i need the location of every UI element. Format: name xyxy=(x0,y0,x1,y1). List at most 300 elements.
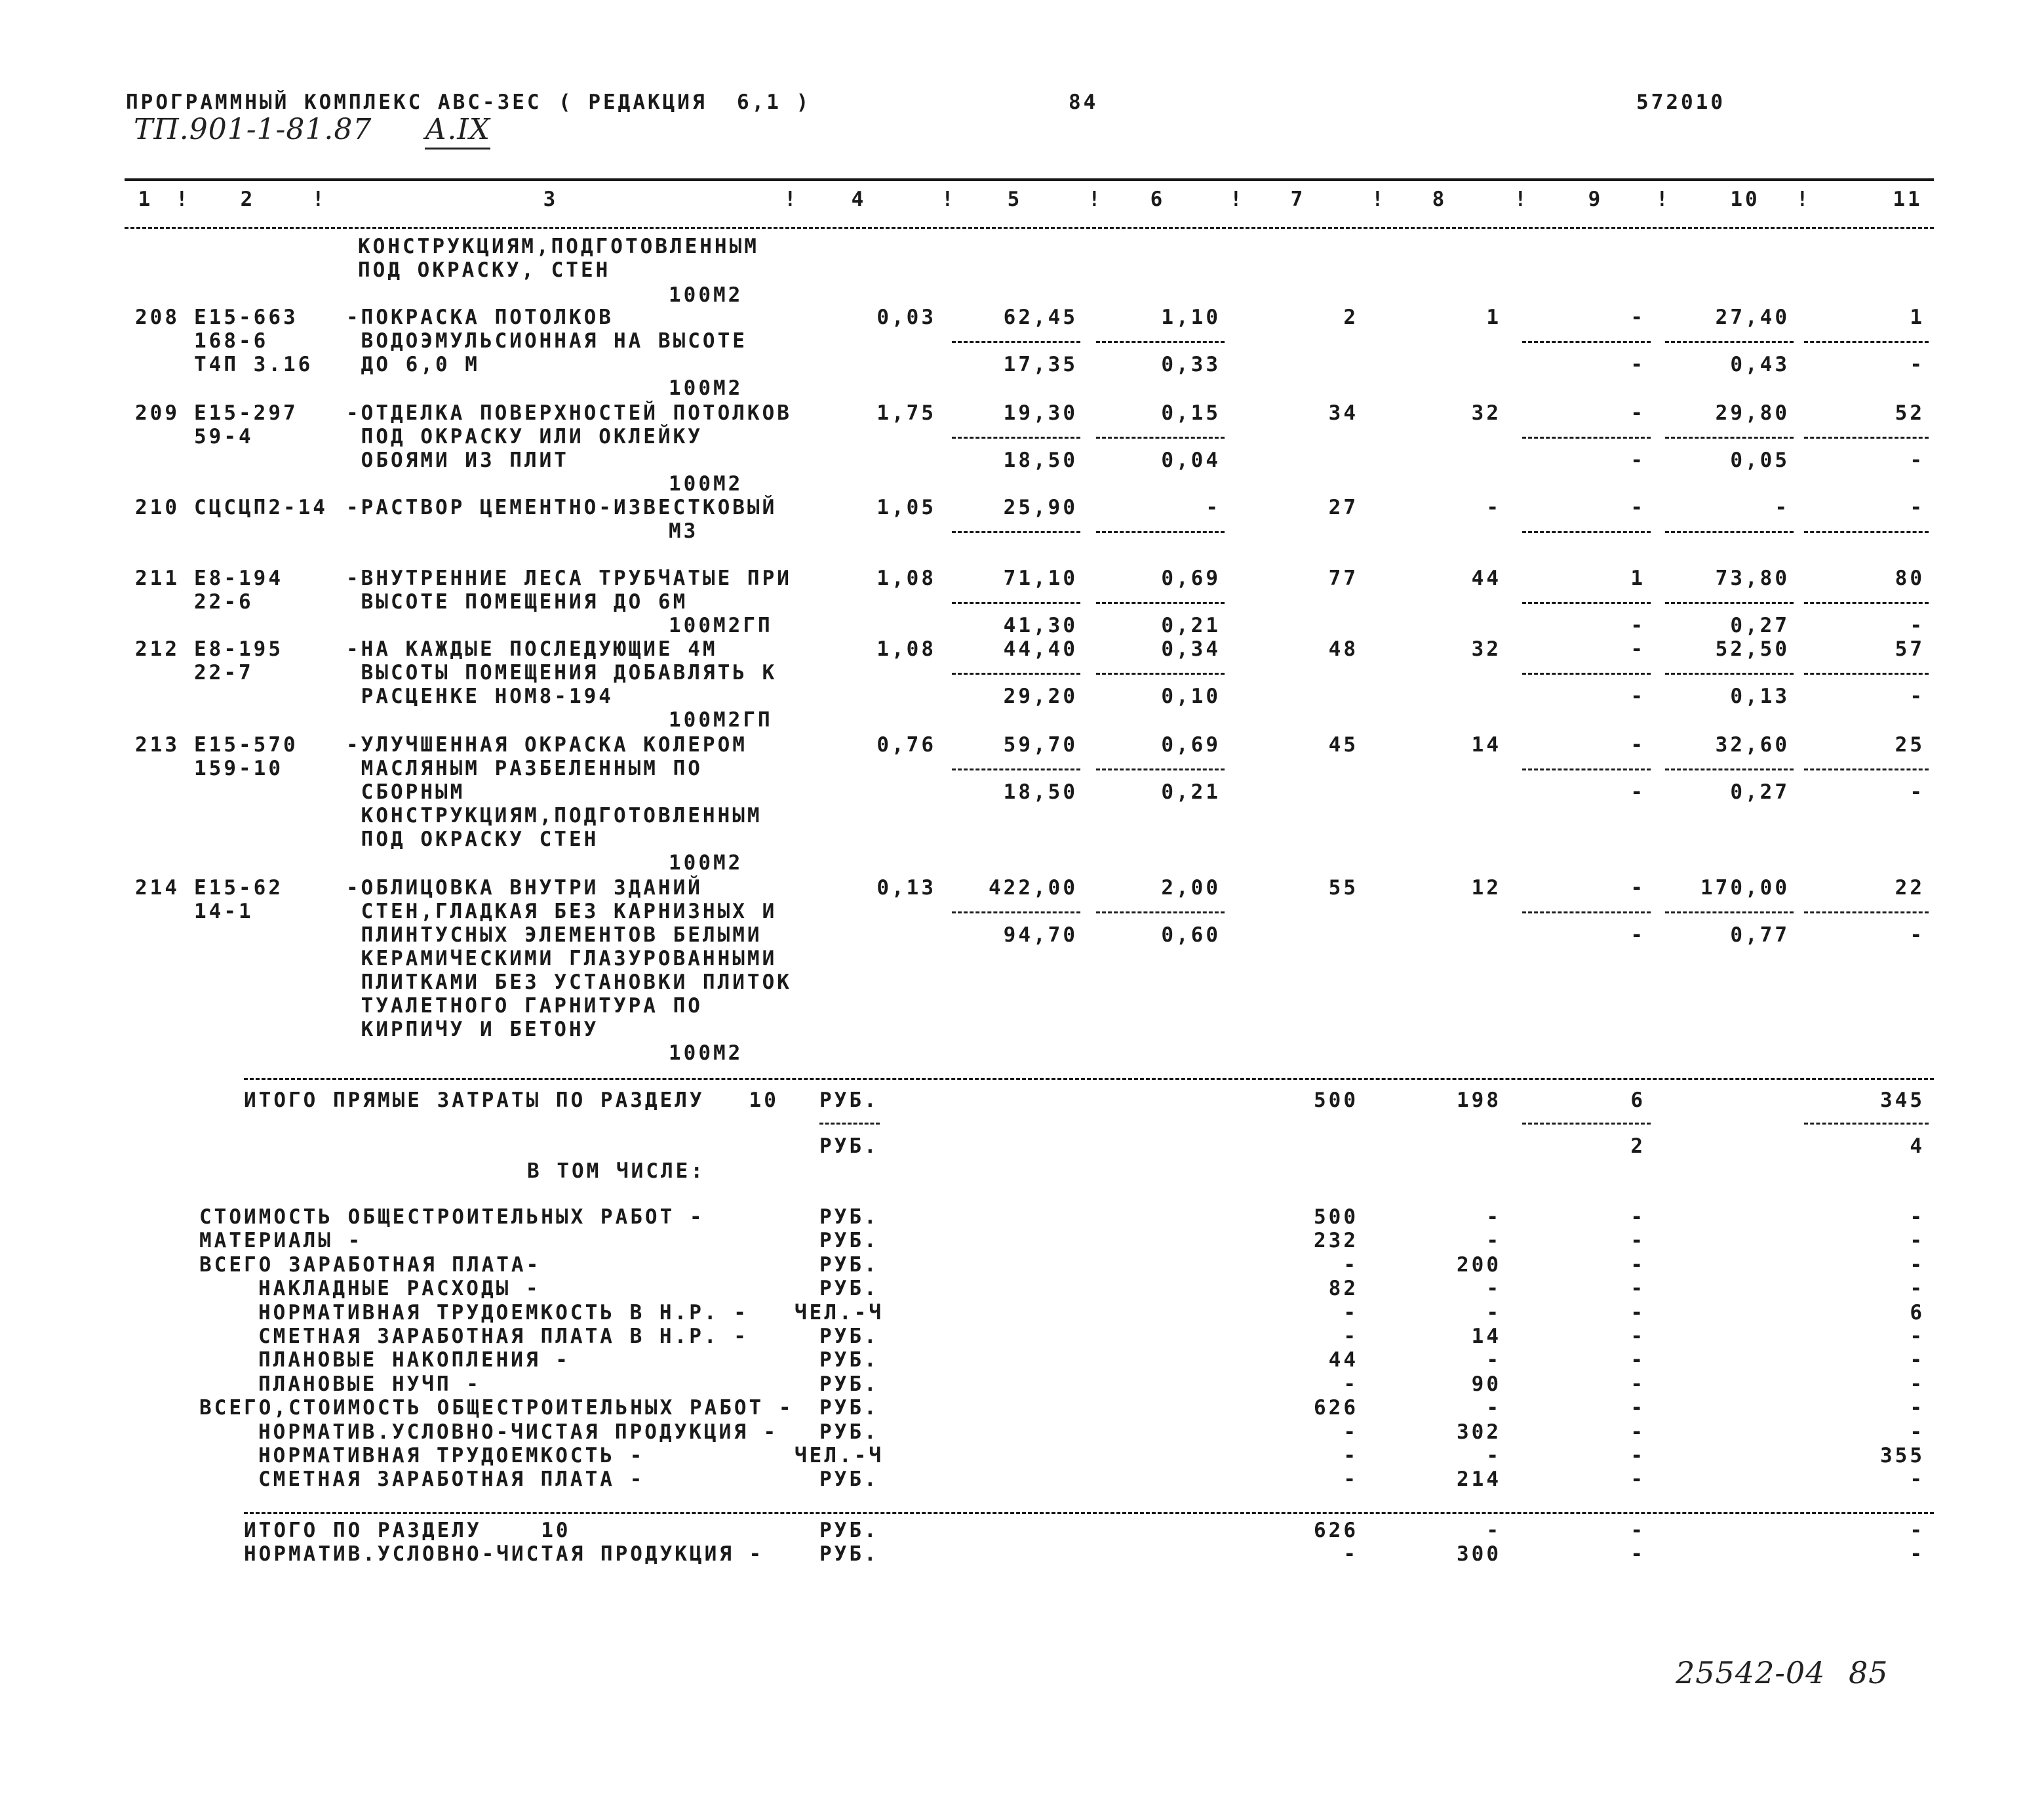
machine-cost: - xyxy=(1630,876,1645,900)
labor-total: 52 xyxy=(1895,401,1925,425)
quantity: 0,03 xyxy=(876,306,936,329)
section-total-cost: 500 xyxy=(1314,1088,1358,1112)
row-number: 211 xyxy=(135,567,180,590)
unit-wage: 0,15 xyxy=(1161,401,1221,425)
summary-wage: - xyxy=(1486,1396,1501,1420)
summary-unit: РУБ. xyxy=(819,1252,879,1277)
section-total-machine-sub: 2 xyxy=(1630,1134,1645,1158)
total-wage: 32 xyxy=(1471,637,1501,661)
work-description: ТУАЛЕТНОГО ГАРНИТУРА ПО xyxy=(346,994,703,1018)
machine-cost-sub: - xyxy=(1630,353,1645,376)
column-separator: ! xyxy=(1230,188,1245,211)
cell-divider xyxy=(1804,437,1929,439)
column-header: 10 xyxy=(1730,188,1760,211)
cell-divider xyxy=(1804,768,1929,770)
column-separator: ! xyxy=(784,188,799,211)
handwritten-project-number: ТП.901-1-81.87 xyxy=(134,113,372,146)
machine-cost: - xyxy=(1630,733,1645,757)
header-bottom-rule xyxy=(125,227,1934,229)
summary-cost: 44 xyxy=(1328,1348,1358,1372)
unit-cost: 71,10 xyxy=(1003,567,1078,590)
cell-divider xyxy=(952,768,1080,770)
unit-wage-sub: 0,21 xyxy=(1161,614,1221,637)
column-separator: ! xyxy=(176,188,191,211)
summary-labor: - xyxy=(1910,1229,1925,1253)
work-description: -НА КАЖДЫЕ ПОСЛЕДУЮЩИЕ 4М xyxy=(346,637,718,661)
summary-labor: - xyxy=(1910,1277,1925,1301)
cell-divider xyxy=(1804,531,1929,533)
unit-wage: 1,10 xyxy=(1161,306,1221,329)
summary-label: ВСЕГО,СТОИМОСТЬ ОБЩЕСТРОИТЕЛЬНЫХ РАБОТ - xyxy=(199,1396,794,1420)
labor-total: 1 xyxy=(1910,306,1925,329)
cell-divider xyxy=(1665,341,1794,343)
section-total-unit: РУБ. xyxy=(819,1134,879,1158)
row-number: 213 xyxy=(135,733,180,757)
summary-machine: - xyxy=(1630,1372,1645,1396)
unit-cost-sub: 17,35 xyxy=(1003,353,1078,376)
row-number: 214 xyxy=(135,876,180,900)
labor-per-unit-sub: 0,27 xyxy=(1730,780,1790,804)
column-separator: ! xyxy=(1371,188,1386,211)
labor-per-unit: 27,40 xyxy=(1715,306,1790,329)
labor-per-unit: 29,80 xyxy=(1715,401,1790,425)
cell-divider xyxy=(1522,1123,1651,1125)
summary-unit: РУБ. xyxy=(819,1396,879,1420)
labor-per-unit: 32,60 xyxy=(1715,733,1790,757)
measure-unit: 100М2 xyxy=(669,376,743,400)
unit-cost-sub: 18,50 xyxy=(1003,449,1078,472)
total-cost: 34 xyxy=(1328,401,1358,425)
cell-divider xyxy=(1522,768,1651,770)
machine-cost-sub: - xyxy=(1630,685,1645,708)
summary-wage: 302 xyxy=(1457,1420,1501,1444)
program-name: ПРОГРАММНЫЙ КОМПЛЕКС АВС-3ЕС xyxy=(126,90,542,114)
machine-cost-sub: - xyxy=(1630,614,1645,637)
unit-wage-sub: 0,60 xyxy=(1161,923,1221,947)
summary-machine: - xyxy=(1630,1325,1645,1348)
final-labor: - xyxy=(1910,1519,1925,1542)
row-number: 212 xyxy=(135,637,180,661)
work-description: -ОБЛИЦОВКА ВНУТРИ ЗДАНИЙ xyxy=(346,876,703,900)
summary-labor: - xyxy=(1910,1467,1925,1492)
summary-labor: - xyxy=(1910,1420,1925,1444)
total-wage: - xyxy=(1486,496,1501,519)
summary-cost: - xyxy=(1343,1372,1358,1396)
cell-divider xyxy=(1096,341,1225,343)
cell-divider xyxy=(1522,341,1651,343)
cell-divider xyxy=(952,341,1080,343)
column-separator: ! xyxy=(312,188,327,211)
summary-label: ВСЕГО ЗАРАБОТНАЯ ПЛАТА- xyxy=(199,1252,541,1277)
work-description: ПЛИНТУСНЫХ ЭЛЕМЕНТОВ БЕЛЫМИ xyxy=(346,923,762,947)
summary-unit: РУБ. xyxy=(819,1348,879,1372)
machine-cost-sub: - xyxy=(1630,780,1645,804)
cell-divider xyxy=(1522,531,1651,533)
quantity: 0,13 xyxy=(876,876,936,900)
machine-cost-sub: - xyxy=(1630,923,1645,947)
work-description: ПЛИТКАМИ БЕЗ УСТАНОВКИ ПЛИТОК xyxy=(346,970,792,994)
summary-labor: 355 xyxy=(1880,1444,1925,1467)
summary-wage: 200 xyxy=(1457,1252,1501,1277)
section-total-unit: РУБ. xyxy=(819,1088,879,1112)
total-wage: 1 xyxy=(1486,306,1501,329)
labor-total: 25 xyxy=(1895,733,1925,757)
total-wage: 32 xyxy=(1471,401,1501,425)
cell-divider xyxy=(1522,437,1651,439)
work-description: ОБОЯМИ ИЗ ПЛИТ xyxy=(346,449,569,472)
column-header: 9 xyxy=(1588,188,1603,211)
work-description: -УЛУЧШЕННАЯ ОКРАСКА КОЛЕРОМ xyxy=(346,733,747,757)
summary-machine: - xyxy=(1630,1205,1645,1229)
labor-total-sub: - xyxy=(1910,353,1925,376)
machine-cost: - xyxy=(1630,637,1645,661)
section-total-wage: 198 xyxy=(1457,1088,1501,1112)
column-separator: ! xyxy=(1796,188,1811,211)
rate-code: 14-1 xyxy=(194,900,254,923)
labor-per-unit-sub: 0,05 xyxy=(1730,449,1790,472)
column-header: 3 xyxy=(543,188,559,211)
work-description: КОНСТРУКЦИЯМ,ПОДГОТОВЛЕННЫМ xyxy=(346,804,762,828)
labor-total-sub: - xyxy=(1910,614,1925,637)
summary-wage: - xyxy=(1486,1300,1501,1325)
unit-cost: 422,00 xyxy=(989,876,1078,900)
summary-unit: РУБ. xyxy=(819,1420,879,1444)
final-cost: 626 xyxy=(1314,1519,1358,1542)
summary-unit: РУБ. xyxy=(819,1205,879,1229)
continuation-unit: 100М2 xyxy=(669,283,743,307)
unit-wage: 0,69 xyxy=(1161,567,1221,590)
measure-unit: 100М2ГП xyxy=(669,614,773,637)
measure-unit: М3 xyxy=(669,519,699,543)
summary-cost: 82 xyxy=(1328,1277,1358,1301)
summary-labor: 6 xyxy=(1910,1300,1925,1325)
summary-cost: 626 xyxy=(1314,1396,1358,1420)
unit-wage-sub: 0,21 xyxy=(1161,780,1221,804)
summary-unit: РУБ. xyxy=(819,1325,879,1348)
summary-wage: 214 xyxy=(1457,1467,1501,1492)
summary-labor: - xyxy=(1910,1205,1925,1229)
rate-code: Е15-297 xyxy=(194,401,298,425)
rate-code: 59-4 xyxy=(194,425,254,449)
summary-unit: РУБ. xyxy=(819,1229,879,1253)
summary-unit: РУБ. xyxy=(819,1372,879,1396)
column-separator: ! xyxy=(1088,188,1103,211)
labor-per-unit: 52,50 xyxy=(1715,637,1790,661)
summary-labor: - xyxy=(1910,1252,1925,1277)
machine-cost: - xyxy=(1630,401,1645,425)
work-description: -ОТДЕЛКА ПОВЕРХНОСТЕЙ ПОТОЛКОВ xyxy=(346,401,792,425)
summary-cost: - xyxy=(1343,1444,1358,1467)
machine-cost: 1 xyxy=(1630,567,1645,590)
quantity: 1,08 xyxy=(876,637,936,661)
summary-wage: 90 xyxy=(1471,1372,1501,1396)
unit-wage: 2,00 xyxy=(1161,876,1221,900)
quantity: 0,76 xyxy=(876,733,936,757)
rate-code: 22-6 xyxy=(194,590,254,614)
summary-label: СТОИМОСТЬ ОБЩЕСТРОИТЕЛЬНЫХ РАБОТ - xyxy=(199,1205,705,1229)
summary-wage: - xyxy=(1486,1205,1501,1229)
rate-code: СЦСЦП2-14 xyxy=(194,496,328,519)
work-description: КИРПИЧУ И БЕТОНУ xyxy=(346,1018,599,1041)
work-description: ДО 6,0 М xyxy=(346,353,480,376)
summary-label: НОРМАТИВ.УСЛОВНО-ЧИСТАЯ ПРОДУКЦИЯ - xyxy=(258,1420,779,1444)
labor-per-unit-sub: 0,43 xyxy=(1730,353,1790,376)
column-header: 4 xyxy=(851,188,867,211)
final-wage: 300 xyxy=(1457,1542,1501,1566)
cell-divider xyxy=(1096,911,1225,913)
measure-unit: 100М2ГП xyxy=(669,708,773,732)
unit-wage-sub: 0,10 xyxy=(1161,685,1221,708)
labor-per-unit-sub: 0,77 xyxy=(1730,923,1790,947)
labor-per-unit-sub: 0,13 xyxy=(1730,685,1790,708)
summary-wage: - xyxy=(1486,1444,1501,1467)
summary-label: ПЛАНОВЫЕ НУЧП - xyxy=(258,1372,481,1396)
unit-cost: 44,40 xyxy=(1003,637,1078,661)
total-wage: 44 xyxy=(1471,567,1501,590)
machine-cost-sub: - xyxy=(1630,449,1645,472)
cell-divider xyxy=(1096,673,1225,675)
labor-total: - xyxy=(1910,496,1925,519)
cell-divider xyxy=(1665,673,1794,675)
summary-label: МАТЕРИАЛЫ - xyxy=(199,1229,363,1253)
column-header: 6 xyxy=(1150,188,1166,211)
work-description: -ВНУТРЕННИЕ ЛЕСА ТРУБЧАТЫЕ ПРИ xyxy=(346,567,792,590)
labor-total-sub: - xyxy=(1910,449,1925,472)
final-label: НОРМАТИВ.УСЛОВНО-ЧИСТАЯ ПРОДУКЦИЯ - xyxy=(244,1542,764,1566)
continuation-line: ПОД ОКРАСКУ, СТЕН xyxy=(358,258,611,282)
labor-total-sub: - xyxy=(1910,780,1925,804)
labor-total: 22 xyxy=(1895,876,1925,900)
section-total-labor: 345 xyxy=(1880,1088,1925,1112)
summary-machine: - xyxy=(1630,1229,1645,1253)
summary-label: ПЛАНОВЫЕ НАКОПЛЕНИЯ - xyxy=(258,1348,570,1372)
work-description: МАСЛЯНЫМ РАЗБЕЛЕННЫМ ПО xyxy=(346,757,703,780)
column-header: 5 xyxy=(1007,188,1023,211)
summary-machine: - xyxy=(1630,1444,1645,1467)
work-description: СТЕН,ГЛАДКАЯ БЕЗ КАРНИЗНЫХ И xyxy=(346,900,777,923)
cell-divider xyxy=(1804,911,1929,913)
quantity: 1,75 xyxy=(876,401,936,425)
page-number: 84 xyxy=(1069,90,1099,114)
continuation-line: КОНСТРУКЦИЯМ,ПОДГОТОВЛЕННЫМ xyxy=(358,235,759,258)
work-description: -ПОКРАСКА ПОТОЛКОВ xyxy=(346,306,614,329)
rate-code: Е8-194 xyxy=(194,567,283,590)
cell-divider xyxy=(952,531,1080,533)
cell-divider xyxy=(1665,911,1794,913)
summary-labor: - xyxy=(1910,1396,1925,1420)
cell-divider xyxy=(1804,602,1929,604)
total-top-rule xyxy=(244,1078,1934,1080)
cell-divider xyxy=(1665,602,1794,604)
rate-code: 168-6 xyxy=(194,329,269,353)
summary-unit: РУБ. xyxy=(819,1277,879,1301)
summary-cost: - xyxy=(1343,1300,1358,1325)
total-wage: 14 xyxy=(1471,733,1501,757)
labor-total: 57 xyxy=(1895,637,1925,661)
section-total-label: ИТОГО ПРЯМЫЕ ЗАТРАТЫ ПО РАЗДЕЛУ 10 xyxy=(244,1088,779,1112)
summary-wage: - xyxy=(1486,1277,1501,1301)
final-top-rule xyxy=(244,1512,1934,1514)
summary-machine: - xyxy=(1630,1252,1645,1277)
final-unit: РУБ. xyxy=(819,1542,879,1566)
unit-cost-sub: 94,70 xyxy=(1003,923,1078,947)
measure-unit: 100М2 xyxy=(669,472,743,496)
cell-divider xyxy=(952,911,1080,913)
final-labor: - xyxy=(1910,1542,1925,1566)
total-cost: 77 xyxy=(1328,567,1358,590)
section-total-machine: 6 xyxy=(1630,1088,1645,1112)
unit-wage-sub: 0,04 xyxy=(1161,449,1221,472)
work-description: ПОД ОКРАСКУ СТЕН xyxy=(346,828,599,851)
labor-total-sub: - xyxy=(1910,685,1925,708)
cell-divider xyxy=(952,673,1080,675)
unit-cost-sub: 18,50 xyxy=(1003,780,1078,804)
column-separator: ! xyxy=(1514,188,1529,211)
unit-cost: 59,70 xyxy=(1003,733,1078,757)
unit-wage: 0,69 xyxy=(1161,733,1221,757)
rate-code: Т4П 3.16 xyxy=(194,353,313,376)
machine-cost: - xyxy=(1630,496,1645,519)
cell-divider xyxy=(819,1123,880,1125)
header-top-rule xyxy=(125,178,1934,181)
work-description: ВЫСОТЫ ПОМЕЩЕНИЯ ДОБАВЛЯТЬ К xyxy=(346,661,777,685)
column-header: 2 xyxy=(240,188,256,211)
total-cost: 48 xyxy=(1328,637,1358,661)
summary-cost: - xyxy=(1343,1467,1358,1492)
unit-wage-sub: 0,33 xyxy=(1161,353,1221,376)
labor-per-unit-sub: 0,27 xyxy=(1730,614,1790,637)
work-description: КЕРАМИЧЕСКИМИ ГЛАЗУРОВАННЫМИ xyxy=(346,947,777,970)
summary-machine: - xyxy=(1630,1420,1645,1444)
final-unit: РУБ. xyxy=(819,1519,879,1542)
final-cost: - xyxy=(1343,1542,1358,1566)
cell-divider xyxy=(1804,1123,1929,1125)
cell-divider xyxy=(1096,602,1225,604)
total-cost: 2 xyxy=(1343,306,1358,329)
measure-unit: 100М2 xyxy=(669,851,743,875)
cell-divider xyxy=(1804,341,1929,343)
total-cost: 27 xyxy=(1328,496,1358,519)
summary-cost: - xyxy=(1343,1252,1358,1277)
measure-unit: 100М2 xyxy=(669,1041,743,1065)
cell-divider xyxy=(1804,673,1929,675)
cell-divider xyxy=(1096,768,1225,770)
final-machine: - xyxy=(1630,1542,1645,1566)
summary-cost: - xyxy=(1343,1420,1358,1444)
work-description: РАСЦЕНКЕ НОМ8-194 xyxy=(346,685,614,708)
column-header: 7 xyxy=(1290,188,1306,211)
labor-per-unit: 73,80 xyxy=(1715,567,1790,590)
summary-machine: - xyxy=(1630,1277,1645,1301)
column-header: 1 xyxy=(138,188,153,211)
rate-code: Е15-570 xyxy=(194,733,298,757)
rate-code: Е8-195 xyxy=(194,637,283,661)
summary-labor: - xyxy=(1910,1348,1925,1372)
total-cost: 55 xyxy=(1328,876,1358,900)
column-separator: ! xyxy=(941,188,956,211)
total-wage: 12 xyxy=(1471,876,1501,900)
cell-divider xyxy=(952,437,1080,439)
quantity: 1,08 xyxy=(876,567,936,590)
cell-divider xyxy=(1522,602,1651,604)
final-machine: - xyxy=(1630,1519,1645,1542)
column-separator: ! xyxy=(1656,188,1671,211)
edition-label: ( РЕДАКЦИЯ 6,1 ) xyxy=(559,90,812,114)
document-code: 572010 xyxy=(1636,90,1725,114)
rate-code: Е15-663 xyxy=(194,306,298,329)
row-number: 209 xyxy=(135,401,180,425)
cell-divider xyxy=(1096,531,1225,533)
quantity: 1,05 xyxy=(876,496,936,519)
rate-code: 159-10 xyxy=(194,757,283,780)
column-header: 8 xyxy=(1432,188,1447,211)
cell-divider xyxy=(1522,911,1651,913)
unit-cost: 62,45 xyxy=(1003,306,1078,329)
summary-machine: - xyxy=(1630,1396,1645,1420)
summary-wage: - xyxy=(1486,1229,1501,1253)
unit-wage: - xyxy=(1206,496,1221,519)
labor-per-unit: 170,00 xyxy=(1700,876,1790,900)
column-header: 11 xyxy=(1893,188,1923,211)
unit-cost-sub: 41,30 xyxy=(1003,614,1078,637)
handwritten-album: А.IX xyxy=(425,113,490,150)
summary-cost: 232 xyxy=(1314,1229,1358,1253)
work-description: ВОДОЭМУЛЬСИОННАЯ НА ВЫСОТЕ xyxy=(346,329,747,353)
section-total-labor-sub: 4 xyxy=(1910,1134,1925,1158)
handwritten-page: 85 xyxy=(1849,1655,1889,1690)
final-label: ИТОГО ПО РАЗДЕЛУ 10 xyxy=(244,1519,571,1542)
summary-label: НОРМАТИВНАЯ ТРУДОЕМКОСТЬ - xyxy=(258,1444,645,1467)
summary-wage: 14 xyxy=(1471,1325,1501,1348)
labor-per-unit: - xyxy=(1775,496,1790,519)
summary-machine: - xyxy=(1630,1348,1645,1372)
work-description: -РАСТВОР ЦЕМЕНТНО-ИЗВЕСТКОВЫЙ xyxy=(346,496,777,519)
summary-label: НОРМАТИВНАЯ ТРУДОЕМКОСТЬ В Н.Р. - xyxy=(258,1300,749,1325)
unit-cost-sub: 29,20 xyxy=(1003,685,1078,708)
handwritten-doc-number: 25542-04 xyxy=(1676,1655,1826,1690)
cell-divider xyxy=(1522,673,1651,675)
summary-machine: - xyxy=(1630,1467,1645,1492)
cell-divider xyxy=(1665,437,1794,439)
unit-wage: 0,34 xyxy=(1161,637,1221,661)
cell-divider xyxy=(1665,531,1794,533)
summary-cost: - xyxy=(1343,1325,1358,1348)
summary-labor: - xyxy=(1910,1372,1925,1396)
summary-label: СМЕТНАЯ ЗАРАБОТНАЯ ПЛАТА В Н.Р. - xyxy=(258,1325,749,1348)
summary-labor: - xyxy=(1910,1325,1925,1348)
summary-wage: - xyxy=(1486,1348,1501,1372)
work-description: ВЫСОТЕ ПОМЕЩЕНИЯ ДО 6М xyxy=(346,590,688,614)
summary-label: НАКЛАДНЫЕ РАСХОДЫ - xyxy=(258,1277,541,1301)
row-number: 210 xyxy=(135,496,180,519)
rate-code: 22-7 xyxy=(194,661,254,685)
summary-unit: ЧЕЛ.-Ч xyxy=(795,1300,884,1325)
cell-divider xyxy=(1665,768,1794,770)
labor-total-sub: - xyxy=(1910,923,1925,947)
summary-unit: РУБ. xyxy=(819,1467,879,1492)
including-label: В ТОМ ЧИСЛЕ: xyxy=(527,1159,705,1183)
cell-divider xyxy=(1096,437,1225,439)
work-description: ПОД ОКРАСКУ ИЛИ ОКЛЕЙКУ xyxy=(346,425,703,449)
rate-code: Е15-62 xyxy=(194,876,283,900)
labor-total: 80 xyxy=(1895,567,1925,590)
unit-cost: 25,90 xyxy=(1003,496,1078,519)
machine-cost: - xyxy=(1630,306,1645,329)
total-cost: 45 xyxy=(1328,733,1358,757)
summary-cost: 500 xyxy=(1314,1205,1358,1229)
unit-cost: 19,30 xyxy=(1003,401,1078,425)
summary-label: СМЕТНАЯ ЗАРАБОТНАЯ ПЛАТА - xyxy=(258,1467,645,1492)
